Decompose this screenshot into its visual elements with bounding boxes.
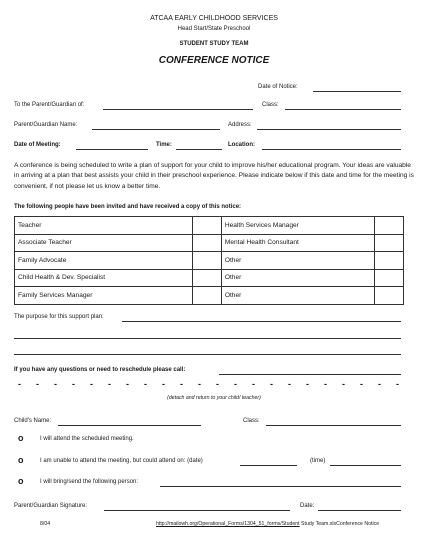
table-row bbox=[15, 287, 404, 305]
table-row bbox=[15, 269, 404, 287]
option-3-label: I will bring/send the following person: bbox=[40, 479, 139, 485]
purpose-label: The purpose for this support plan: bbox=[14, 314, 104, 320]
signature-label: Parent/Guardian Signature: bbox=[14, 503, 88, 509]
purpose-line[interactable] bbox=[14, 354, 401, 355]
check-box[interactable] bbox=[375, 252, 404, 270]
option-2-time-label: (time) bbox=[310, 458, 326, 464]
check-box[interactable] bbox=[375, 217, 404, 235]
table-cell: Child Health & Dev. Specialist bbox=[15, 269, 193, 287]
option-2-label: I am unable to attend the meeting, but could attend on: (date) bbox=[40, 458, 203, 464]
date-of-notice-label: Date of Notice: bbox=[258, 84, 298, 90]
date-of-notice-field[interactable] bbox=[313, 91, 401, 92]
check-box[interactable] bbox=[192, 252, 221, 270]
location-label: Location: bbox=[228, 142, 255, 148]
option-1-radio[interactable]: o bbox=[18, 433, 24, 443]
program-name: Head Start/State Preschool bbox=[177, 26, 251, 32]
check-box[interactable] bbox=[192, 287, 221, 305]
table-cell: Mental Health Consultant bbox=[221, 234, 374, 252]
childs-name-field[interactable] bbox=[58, 425, 201, 426]
check-box[interactable] bbox=[375, 269, 404, 287]
location-field[interactable] bbox=[262, 149, 401, 150]
footer-date-code: 8/04 bbox=[40, 521, 51, 527]
signature-date-label: Date: bbox=[300, 503, 315, 509]
purpose-line[interactable] bbox=[14, 338, 401, 339]
parent-name-label: Parent/Guardian Name: bbox=[14, 122, 78, 128]
purpose-line[interactable] bbox=[122, 321, 401, 322]
table-cell: Other bbox=[221, 287, 374, 305]
table-cell: Family Services Manager bbox=[15, 287, 193, 305]
table-row bbox=[15, 234, 404, 252]
org-name: ATCAA EARLY CHILDHOOD SERVICES bbox=[150, 15, 278, 22]
table-cell: Family Advocate bbox=[15, 252, 193, 270]
address-label: Address: bbox=[228, 122, 252, 128]
childs-name-label: Child's Name: bbox=[14, 418, 52, 424]
invited-people-table bbox=[14, 216, 404, 305]
to-parent-field[interactable] bbox=[103, 109, 253, 110]
detach-note: (detach and return to your child/ teacher) bbox=[167, 395, 261, 401]
address-field[interactable] bbox=[257, 129, 401, 130]
phone-field[interactable] bbox=[219, 374, 401, 375]
check-box[interactable] bbox=[192, 269, 221, 287]
signature-field[interactable] bbox=[104, 510, 290, 511]
table-cell: Other bbox=[221, 269, 374, 287]
to-parent-label: To the Parent/Guardian of: bbox=[14, 102, 85, 108]
signature-date-field[interactable] bbox=[318, 510, 401, 511]
option-1-label: I will attend the scheduled meeting. bbox=[40, 436, 134, 442]
check-box[interactable] bbox=[375, 234, 404, 252]
table-row bbox=[15, 252, 404, 270]
alt-time-field[interactable] bbox=[330, 465, 401, 466]
option-2-radio[interactable]: o bbox=[18, 455, 24, 465]
time-field[interactable] bbox=[176, 149, 222, 150]
option-3-radio[interactable]: o bbox=[18, 476, 24, 486]
conference-notice-page: ATCAA EARLY CHILDHOOD SERVICES Head Start/State Preschool STUDENT STUDY TEAM CONFERENCE NOTICE Date of Notice: To the Parent/Guardian of: Class: Parent/Guardian Name: Address: Date of Meeting: Time: Location: A conference is being scheduled to write a plan of support for your child to improve his/her educational program. Your ideas are valuable in arriving at a plan that best assists your child in their preschool experience. Please indicate below if this date and time for the meeting is convenient, if not please let us know a better time. The following people have been invited and have received a copy of this notice: Teacher Health Services Manager Associate Teacher Mental Health Consultant Family Advocate Other Child Health & Dev. Specialist Other Family Services Manager Other The purpose for this support plan: If you have any questions or need to reschedule please call: - - - - - - - - - - - - - - - - - - - - - - (detach and return to your child/ teacher) Child's Name: Class: o I will attend the scheduled meeting. o I am unable to attend the meeting, but could attend on: (date) (time) o I will bring/send the following person: Parent/Guardian Signature: Date: 8/04 http://mailowh.org/Operational_Forms/1304_51_forms/Student Study Team.xlsConference Notice bbox=[0, 0, 428, 554]
check-box[interactable] bbox=[375, 287, 404, 305]
page-title: CONFERENCE NOTICE bbox=[158, 55, 270, 66]
table-row bbox=[15, 217, 404, 235]
table-cell: Associate Teacher bbox=[15, 234, 193, 252]
table-cell: Health Services Manager bbox=[221, 217, 374, 235]
return-class-label: Class: bbox=[243, 418, 260, 424]
return-class-field[interactable] bbox=[266, 425, 401, 426]
footer-path bbox=[156, 521, 379, 527]
table-cell: Other bbox=[221, 252, 374, 270]
invited-heading: The following people have been invited and have received a copy of this notice: bbox=[14, 204, 242, 210]
team-name: STUDENT STUDY TEAM bbox=[179, 41, 249, 47]
time-label: Time: bbox=[156, 142, 172, 148]
class-label: Class: bbox=[262, 102, 279, 108]
date-of-meeting-field[interactable] bbox=[76, 149, 148, 150]
intro-paragraph: A conference is being scheduled to write a plan of support for your child to improve his/her educational program. Your ideas are valuable in arriving at a plan that best assists your child in their preschool experience. Please indicate below if this date and time for the meeting is convenient, if not please let us know a better time. bbox=[14, 162, 414, 190]
footer-path-rest: Study Team.xlsConference Notice bbox=[299, 521, 380, 527]
class-field[interactable] bbox=[285, 109, 401, 110]
parent-name-field[interactable] bbox=[92, 129, 220, 130]
footer-path-link[interactable]: http://mailowh.org/Operational_Forms/1304_51_forms/Student bbox=[156, 521, 300, 527]
alt-date-field[interactable] bbox=[240, 465, 297, 466]
date-of-meeting-label: Date of Meeting: bbox=[14, 142, 61, 148]
check-box[interactable] bbox=[192, 234, 221, 252]
table-cell: Teacher bbox=[15, 217, 193, 235]
check-box[interactable] bbox=[192, 217, 221, 235]
person-field[interactable] bbox=[160, 486, 401, 487]
questions-label: If you have any questions or need to reschedule please call: bbox=[14, 367, 186, 373]
